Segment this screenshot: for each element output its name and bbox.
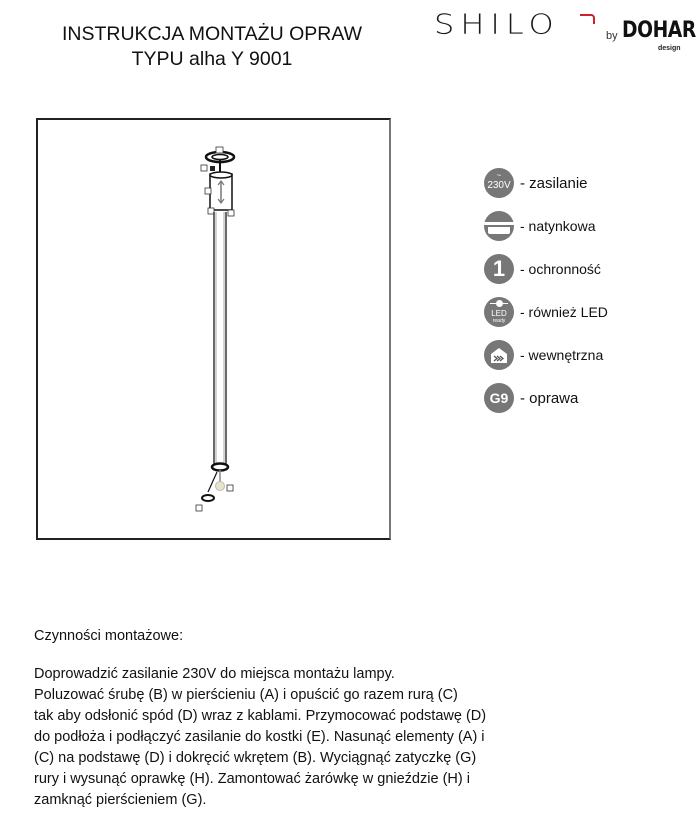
label-marker-h	[227, 485, 233, 491]
legend-label: - również LED	[520, 304, 608, 320]
logo-by: by	[606, 30, 618, 42]
instruction-line: tak aby odsłonić spód (D) wraz z kablami. Przymocować podstawę (D)	[34, 708, 487, 724]
legend-item-socket	[484, 382, 578, 414]
led-ready-icon: LED ready	[484, 297, 514, 327]
assembly-diagram	[36, 118, 391, 540]
canopy-tube	[205, 172, 234, 216]
legend-item-led	[484, 296, 608, 328]
instruction-line: (C) na podstawę (D) i dokręcić wkrętem (B). Wyciągnąć zatyczkę (G)	[34, 750, 477, 766]
end-cap-ring	[202, 495, 214, 501]
label-marker-b	[216, 147, 223, 153]
instruction-line: Poluzować śrubę (B) w pierścieniu (A) i opuścić go razem rurą (C)	[34, 687, 458, 703]
legend-label: - zasilanie	[520, 174, 588, 192]
removal-arrow	[208, 472, 217, 492]
brand-logo	[434, 8, 696, 52]
instruction-line: rury i wysunąć oprawkę (H). Zamontować żarówkę w gnieździe (H) i	[34, 771, 470, 787]
document-title-line-2: TYPU alha Y 9001	[131, 48, 293, 70]
legend-label: - oprawa	[520, 389, 579, 407]
voltage-230v-icon: ~ 230V	[484, 168, 514, 198]
legend-item-mounting	[484, 210, 595, 242]
label-marker-c	[205, 188, 211, 194]
protection-class-1-icon: 1	[484, 254, 514, 284]
legend-label: - natynkowa	[520, 218, 596, 234]
lamp-drawing	[38, 120, 390, 540]
logo-accent-mark	[576, 14, 596, 40]
legend-item-indoor	[484, 339, 603, 371]
label-marker-a	[208, 208, 214, 214]
terminal-block	[210, 166, 215, 171]
instruction-line: Doprowadzić zasilanie 230V do miejsca montażu lampy.	[34, 666, 395, 682]
document-title-line-1: INSTRUKCJA MONTAŻU OPRAW	[61, 23, 363, 45]
logo-design: design	[658, 45, 681, 52]
tube-end-ring	[212, 464, 228, 471]
instruction-line: do podłoża i podłączyć zasilanie do kostki (E). Nasunąć elementy (A) i	[34, 729, 485, 745]
instructions-body	[34, 664, 554, 811]
instructions-heading: Czynności montażowe:	[34, 628, 184, 644]
label-marker-e	[201, 165, 207, 171]
legend-item-protection	[484, 253, 601, 285]
legend-item-power	[484, 167, 588, 199]
label-marker-g	[196, 505, 202, 511]
lamp-tube	[214, 212, 226, 465]
label-marker-d	[228, 210, 234, 216]
g9-bulb	[216, 482, 225, 491]
legend-label: - ochronność	[520, 261, 601, 277]
surface-mount-icon	[484, 211, 514, 241]
ceiling-ring	[206, 147, 234, 162]
logo-shilo: SHILO	[434, 8, 560, 41]
g9-socket-icon: G9	[484, 383, 514, 413]
indoor-icon	[484, 340, 514, 370]
instruction-line: zamknąć pierścieniem (G).	[34, 792, 207, 808]
logo-dohar: DOHAR	[622, 18, 696, 43]
legend-label: - wewnętrzna	[520, 347, 604, 363]
